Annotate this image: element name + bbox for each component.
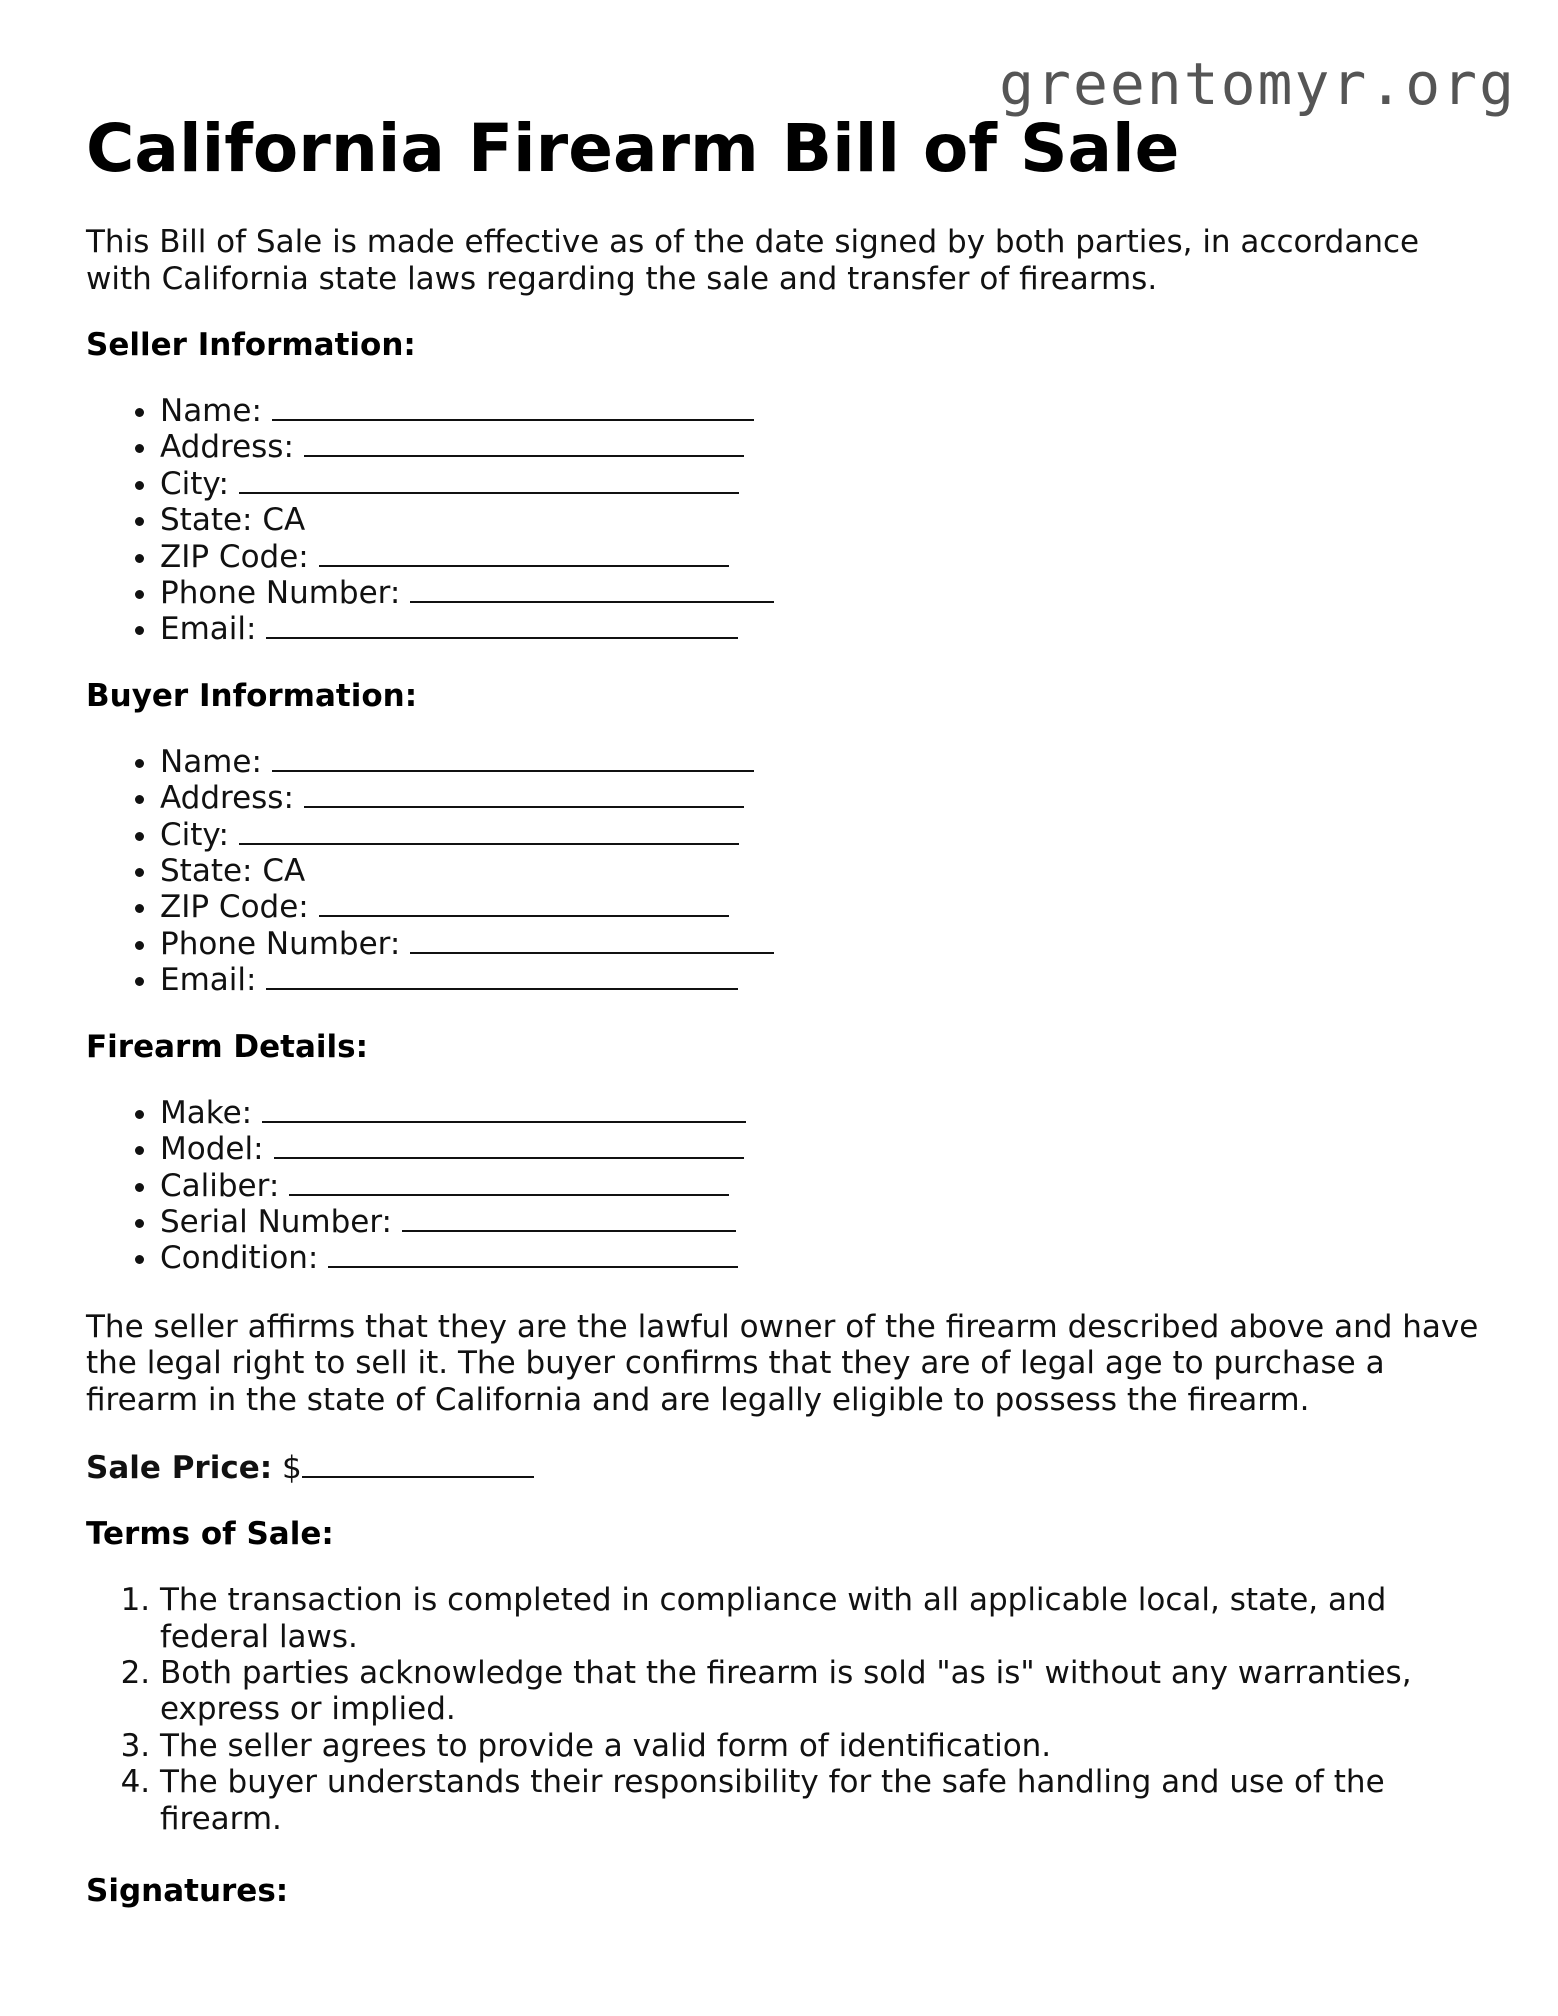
terms-item: 2. Both parties acknowledge that the firearm is sold "as is" without any warranties, express or implied.: [160, 1655, 1486, 1728]
buyer-list: [86, 744, 1486, 999]
buyer-phone-field[interactable]: [410, 926, 774, 954]
firearm-serial-item: [160, 1204, 1486, 1240]
seller-city-item: [160, 466, 1486, 502]
buyer-city-field[interactable]: [239, 817, 739, 845]
buyer-zip-item: [160, 889, 1486, 925]
terms-item: 3. The seller agrees to provide a valid form of identification.: [160, 1728, 1486, 1764]
currency-symbol: $: [281, 1450, 302, 1487]
buyer-state-item: [160, 853, 1486, 889]
buyer-state-label: State: CA: [160, 853, 306, 890]
buyer-email-item: [160, 962, 1486, 998]
sale-price-label: Sale Price:: [86, 1450, 273, 1487]
firearm-list: [86, 1095, 1486, 1277]
firearm-model-field[interactable]: [274, 1131, 744, 1159]
firearm-condition-field[interactable]: [328, 1240, 738, 1268]
buyer-address-label: Address:: [160, 780, 294, 817]
seller-email-field[interactable]: [266, 611, 738, 639]
seller-state-item: [160, 502, 1486, 538]
seller-address-field[interactable]: [304, 429, 744, 457]
firearm-heading: Firearm Details:: [86, 1028, 369, 1065]
buyer-email-label: Email:: [160, 962, 257, 999]
seller-zip-label: ZIP Code:: [160, 538, 309, 575]
firearm-serial-field[interactable]: [402, 1204, 736, 1232]
seller-phone-label: Phone Number:: [160, 575, 401, 612]
seller-name-field[interactable]: [272, 393, 754, 421]
buyer-zip-field[interactable]: [319, 889, 729, 917]
buyer-phone-item: [160, 926, 1486, 962]
buyer-heading: Buyer Information:: [86, 677, 418, 714]
seller-address-label: Address:: [160, 429, 294, 466]
firearm-caliber-label: Caliber:: [160, 1167, 280, 1204]
buyer-city-item: [160, 817, 1486, 853]
buyer-address-item: [160, 780, 1486, 816]
buyer-name-label: Name:: [160, 743, 262, 780]
firearm-make-field[interactable]: [262, 1095, 746, 1123]
seller-heading: Seller Information:: [86, 327, 416, 363]
buyer-phone-label: Phone Number:: [160, 925, 401, 962]
firearm-make-label: Make:: [160, 1094, 253, 1131]
seller-city-label: City:: [160, 465, 229, 502]
terms-item: 4. The buyer understands their responsibility for the safe handling and use of the firearm.: [160, 1764, 1486, 1837]
seller-name-item: [160, 393, 1486, 429]
firearm-caliber-item: [160, 1168, 1486, 1204]
intro-paragraph: This Bill of Sale is made effective as of the date signed by both parties, in accordance with California state laws regarding the sale and transfer of firearms.: [86, 224, 1420, 297]
buyer-city-label: City:: [160, 816, 229, 853]
seller-phone-field[interactable]: [410, 575, 774, 603]
terms-list: [86, 1582, 1486, 1837]
page-title: California Firearm Bill of Sale: [86, 110, 1180, 187]
firearm-caliber-field[interactable]: [289, 1168, 729, 1196]
firearm-model-item: [160, 1131, 1486, 1167]
seller-address-item: [160, 429, 1486, 465]
sale-price-field[interactable]: [302, 1450, 534, 1478]
terms-item: 1. The transaction is completed in compliance with all applicable local, state, and federal laws.: [160, 1582, 1486, 1655]
terms-heading: Terms of Sale:: [86, 1516, 334, 1553]
seller-email-item: [160, 611, 1486, 647]
seller-zip-field[interactable]: [319, 539, 729, 567]
seller-state-label: State: CA: [160, 502, 306, 539]
watermark: greentomyr.org: [999, 50, 1516, 118]
firearm-model-label: Model:: [160, 1131, 264, 1168]
buyer-email-field[interactable]: [266, 962, 738, 990]
seller-phone-item: [160, 575, 1486, 611]
seller-name-label: Name:: [160, 393, 262, 429]
buyer-address-field[interactable]: [304, 780, 744, 808]
firearm-make-item: [160, 1095, 1486, 1131]
seller-list: [86, 393, 1486, 648]
seller-email-label: Email:: [160, 611, 257, 648]
firearm-condition-item: [160, 1240, 1486, 1276]
signatures-heading: Signatures:: [86, 1873, 289, 1910]
sale-price-line: [86, 1450, 1486, 1486]
firearm-condition-label: Condition:: [160, 1240, 319, 1277]
buyer-zip-label: ZIP Code:: [160, 889, 309, 926]
affirmation-paragraph: The seller affirms that they are the lawful owner of the firearm described above and have the legal right to sell it. The buyer confirms that they are of legal age to purchase a firearm in the state of California and are legally eligible to possess the firearm.: [86, 1308, 1479, 1418]
firearm-serial-label: Serial Number:: [160, 1203, 393, 1240]
buyer-name-item: [160, 744, 1486, 780]
buyer-name-field[interactable]: [272, 744, 754, 772]
seller-city-field[interactable]: [239, 466, 739, 494]
document-page: [86, 108, 1486, 1909]
seller-zip-item: [160, 539, 1486, 575]
